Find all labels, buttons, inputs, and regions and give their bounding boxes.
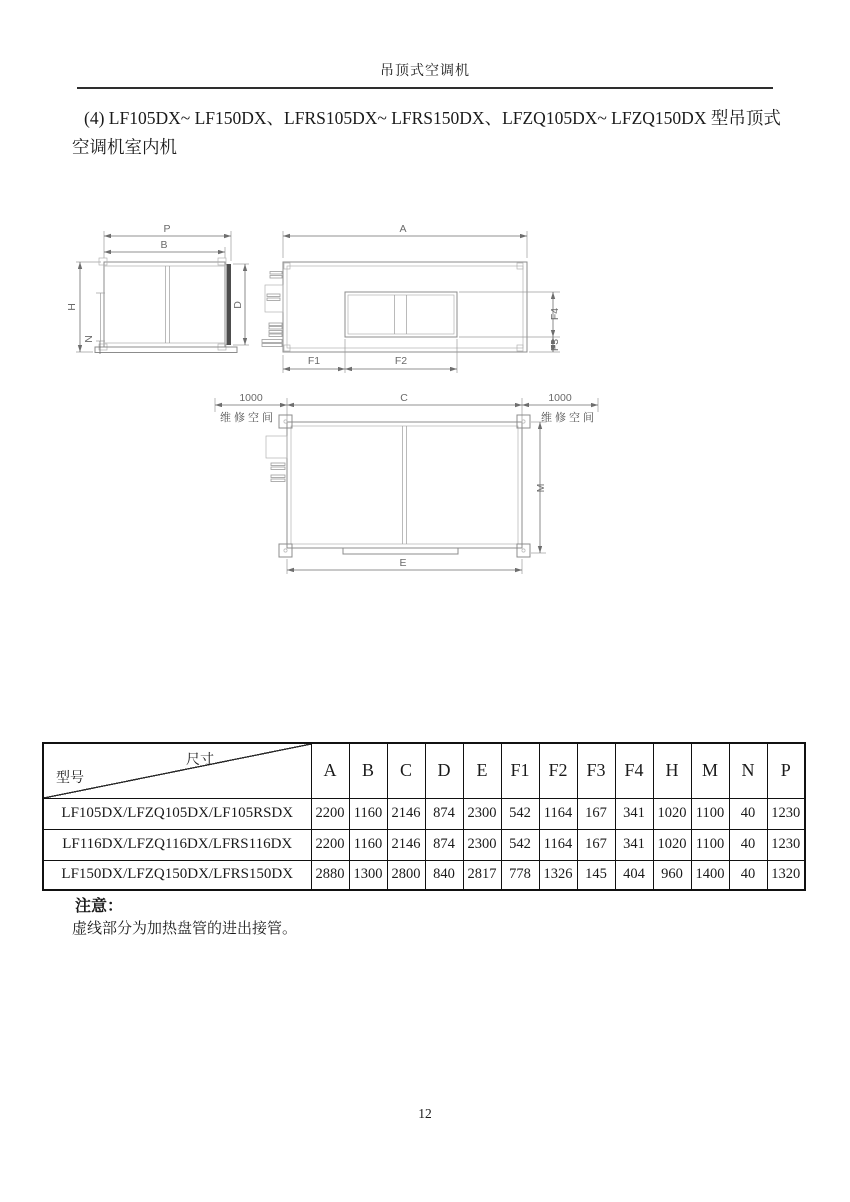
value-cell: 2817 [463, 860, 501, 890]
value-cell: 542 [501, 798, 539, 829]
col-header-a: A [311, 743, 349, 798]
value-cell: 840 [425, 860, 463, 890]
col-header-b: B [349, 743, 387, 798]
value-cell: 1100 [691, 829, 729, 860]
dim-label-p: P [163, 223, 171, 235]
value-cell: 2300 [463, 798, 501, 829]
section-heading-line2: 空调机室内机 [72, 137, 177, 157]
dim-label-f2: F2 [394, 355, 408, 367]
value-cell: 341 [615, 829, 653, 860]
front-view-drawing [66, 223, 249, 354]
col-header-e: E [463, 743, 501, 798]
dim-label-n: N [83, 335, 95, 343]
dim-label-left-clearance: 1000 [239, 392, 263, 404]
table-header-row [43, 743, 805, 798]
dim-label-e: E [399, 557, 407, 569]
value-cell: 960 [653, 860, 691, 890]
col-header-n: N [729, 743, 767, 798]
value-cell: 1160 [349, 829, 387, 860]
col-header-f1: F1 [501, 743, 539, 798]
dim-label-b: B [160, 239, 168, 251]
col-header-f2: F2 [539, 743, 577, 798]
corner-label-dimension: 尺寸 [186, 753, 214, 768]
value-cell: 40 [729, 798, 767, 829]
value-cell: 1164 [539, 798, 577, 829]
dim-label-d: D [232, 301, 244, 309]
value-cell: 2300 [463, 829, 501, 860]
value-cell: 404 [615, 860, 653, 890]
value-cell: 2146 [387, 829, 425, 860]
value-cell: 778 [501, 860, 539, 890]
value-cell: 167 [577, 798, 615, 829]
table-row [43, 860, 805, 890]
coil-strip [227, 264, 232, 345]
col-header-p: P [767, 743, 805, 798]
value-cell: 1020 [653, 829, 691, 860]
dim-label-f1: F1 [307, 355, 321, 367]
value-cell: 2880 [311, 860, 349, 890]
col-header-c: C [387, 743, 425, 798]
value-cell: 2200 [311, 829, 349, 860]
value-cell: 1160 [349, 798, 387, 829]
value-cell: 1164 [539, 829, 577, 860]
note-title: 注意： [75, 898, 124, 915]
value-cell: 145 [577, 860, 615, 890]
value-cell: 1020 [653, 798, 691, 829]
dim-label-f4: F4 [549, 307, 561, 321]
dim-label-c: C [400, 392, 408, 404]
value-cell: 1300 [349, 860, 387, 890]
page-number: 12 [418, 1106, 432, 1121]
value-cell: 874 [425, 798, 463, 829]
value-cell: 167 [577, 829, 615, 860]
model-cell: LF150DX/LFZQ150DX/LFRS150DX [43, 860, 311, 890]
value-cell: 40 [729, 860, 767, 890]
table-corner-cell [43, 743, 311, 798]
service-space-label-right: 维修空间 [541, 412, 597, 424]
dim-label-a: A [399, 223, 407, 235]
model-cell: LF116DX/LFZQ116DX/LFRS116DX [43, 829, 311, 860]
service-space-label-left: 维修空间 [220, 412, 276, 424]
col-header-m: M [691, 743, 729, 798]
dim-label-right-clearance: 1000 [548, 392, 572, 404]
table-row [43, 829, 805, 860]
value-cell: 40 [729, 829, 767, 860]
value-cell: 1100 [691, 798, 729, 829]
value-cell: 1400 [691, 860, 729, 890]
value-cell: 1320 [767, 860, 805, 890]
col-header-h: H [653, 743, 691, 798]
table-row [43, 798, 805, 829]
note-body: 虚线部分为加热盘管的进出接管。 [72, 921, 298, 937]
value-cell: 341 [615, 798, 653, 829]
value-cell: 1230 [767, 798, 805, 829]
side-view-drawing [262, 223, 561, 373]
dimension-table [42, 742, 806, 891]
dim-label-m: M [535, 483, 547, 493]
dim-label-f3: F3 [549, 338, 561, 352]
col-header-f4: F4 [615, 743, 653, 798]
model-cell: LF105DX/LFZQ105DX/LF105RSDX [43, 798, 311, 829]
value-cell: 2200 [311, 798, 349, 829]
col-header-f3: F3 [577, 743, 615, 798]
value-cell: 2800 [387, 860, 425, 890]
col-header-d: D [425, 743, 463, 798]
value-cell: 542 [501, 829, 539, 860]
corner-label-model: 型号 [56, 771, 84, 786]
dim-label-h: H [66, 303, 78, 311]
value-cell: 874 [425, 829, 463, 860]
value-cell: 1230 [767, 829, 805, 860]
value-cell: 1326 [539, 860, 577, 890]
top-view-drawing [215, 392, 598, 574]
page-header-title: 吊顶式空调机 [380, 64, 470, 79]
section-heading-line1: (4) LF105DX~ LF150DX、LFRS105DX~ LFRS150DX、LFZQ105DX~ LFZQ150DX 型吊顶式 [84, 108, 781, 128]
value-cell: 2146 [387, 798, 425, 829]
